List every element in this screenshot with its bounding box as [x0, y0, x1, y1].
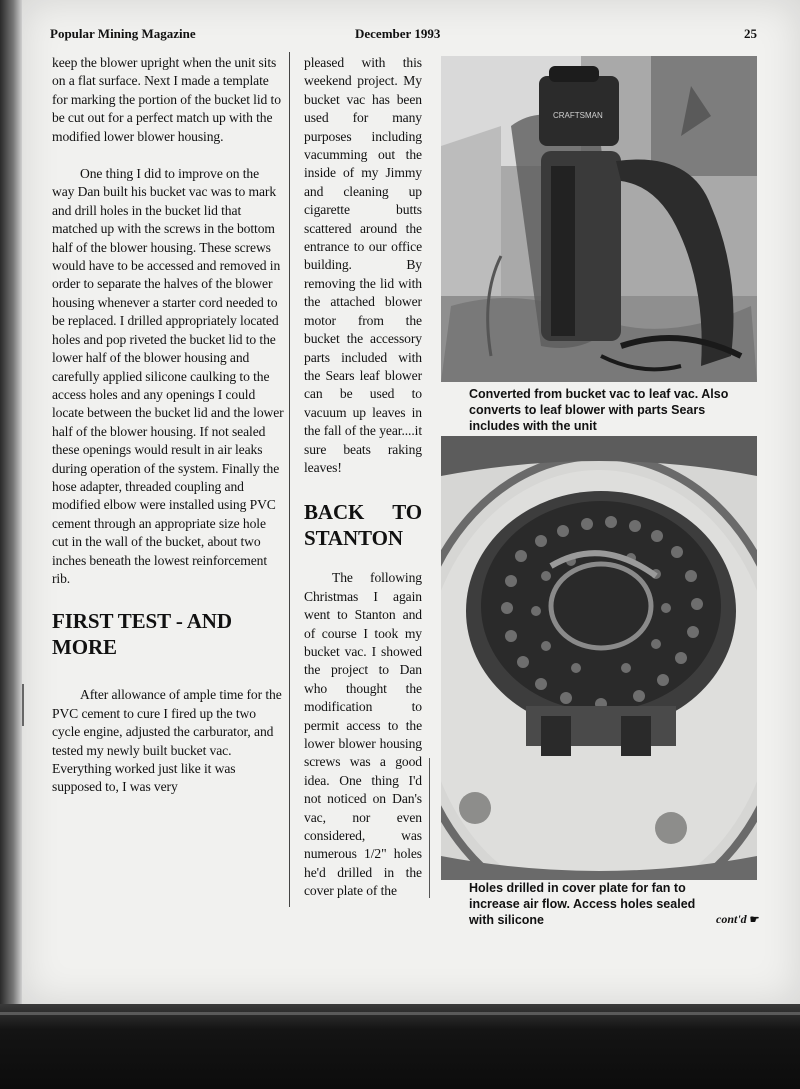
- margin-mark: [22, 684, 28, 726]
- photo-caption-1: Converted from bucket vac to leaf vac. Also converts to leaf blower with parts Sears includes with the unit: [469, 387, 729, 433]
- column1-paragraph-2: One thing I did to improve on the way Dan built his bucket vac was to mark and drill holes in the bucket lid that matched up with the screws in the bottom half of the blower housing. These screws would have to be accessed and removed in order to separate the halves of the blower housing whenever a starter cord needed to be replaced. I drilled appropriately located holes and pop riveted the bucket lid to the lower half of the blower housing and carefully applied silicone caulking to the access holes and any openings I could locate between the bucket lid and the lower half of the blower housing. If not sealed these openings would result in air leaks during operation of the system. Finally the hose adapter, threaded coupling and modified elbow were installed using PVC cement through an appropriate size hole cut in the wall of the bucket, about two inches beneath the lowest reinforcement rib.: [52, 166, 284, 586]
- photo-cover-plate-illustration: [441, 436, 757, 880]
- scan-streak: [0, 1012, 800, 1015]
- column-rule: [289, 52, 290, 907]
- column1-paragraph-3: After allowance of ample time for the PVC cement to cure I fired up the two cycle engine, adjusted the carburator, and tested my newly built bucket vac. Everything worked just like it was supposed to, I was very: [52, 687, 282, 795]
- photo-bucket-vac: [441, 56, 757, 382]
- photo-bucket-vac-illustration: [441, 56, 757, 382]
- column-rule-lower: [429, 758, 430, 898]
- scan-background-bottom: [0, 1004, 800, 1089]
- pointing-hand-icon: ☛: [749, 914, 760, 926]
- article-column-1: [52, 54, 284, 797]
- continued-label: cont'd: [716, 912, 747, 926]
- column1-paragraph-1: keep the blower upright when the unit sits on a flat surface. Next I made a template for marking the portion of the bucket lid to be cut out for a perfect match up with the modified lower blower housing.: [52, 55, 281, 144]
- section-heading-back-to-stanton: BACK TO STANTON: [304, 500, 422, 551]
- photo-label-craftsman: CRAFTSMAN: [553, 111, 603, 120]
- issue-date: December 1993: [355, 26, 441, 41]
- page-left-edge: [0, 0, 22, 1004]
- photo-caption-2: Holes drilled in cover plate for fan to increase air flow. Access holes sealed with silicone: [469, 881, 696, 927]
- section-heading-first-test: FIRST TEST - AND MORE: [52, 609, 232, 660]
- column2-paragraph-2: The following Christmas I again went to Stanton and of course I took my bucket vac. I showed the project to Dan who thought the modification to permit access to the lower blower housing screws was a good idea. One thing I'd not noticed on Dan's vac, nor even considered, was numerous 1/2" holes he'd drilled in the cover plate of the: [304, 570, 422, 899]
- photo-cover-plate: [441, 436, 757, 880]
- magazine-title: Popular Mining Magazine: [50, 26, 196, 41]
- page-number: 25: [744, 26, 757, 41]
- column2-paragraph-1: pleased with this weekend project. My bucket vac has been used for many purposes including vacumming out the inside of my Jimmy and cleaning up cigarette butts scattered around the entrance to our office building. By removing the lid with the attached blower motor from the bucket the accessory parts included with the Sears leaf blower can be used to vacuum up leaves in the fall of the year....it sure beats raking leaves!: [304, 55, 422, 475]
- continued-marker: [716, 912, 760, 927]
- article-column-2: [304, 54, 422, 901]
